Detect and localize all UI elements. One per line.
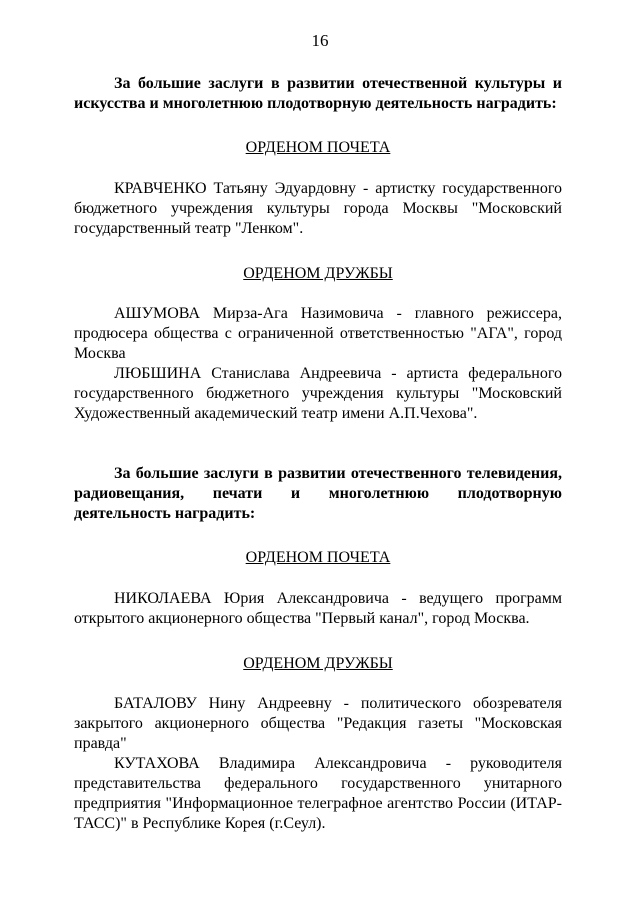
page-number: 16 (311, 31, 329, 50)
award-title-order-of-friendship: ОРДЕНОМ ДРУЖБЫ (243, 265, 393, 282)
award-title-order-of-friendship: ОРДЕНОМ ДРУЖБЫ (243, 655, 393, 672)
recipient-entry: ЛЮБШИНА Станислава Андреевича - артиста федерального государственного бюджетного учреждения культуры "Московский Художественный академический театр имени А.П.Чехова". (74, 365, 562, 422)
recipient-entry: КРАВЧЕНКО Татьяну Эдуардовну - артистку государственного бюджетного учреждения культуры города Москвы "Московский государственный театр "Ленком". (74, 180, 562, 237)
section-intro-culture: За большие заслуги в развитии отечественной культуры и искусства и многолетнюю плодотворную деятельность наградить: (74, 75, 562, 112)
award-title-order-of-honor: ОРДЕНОМ ПОЧЕТА (245, 549, 391, 566)
recipient-entry: БАТАЛОВУ Нину Андреевну - политического обозревателя закрытого акционерного общества "Редакция газеты "Московская правда" (74, 695, 562, 752)
page-content (74, 74, 562, 834)
section-intro-media: За большие заслуги в развитии отечественного телевидения, радиовещания, печати и многолетнюю плодотворную деятельность наградить: (74, 465, 562, 522)
recipient-entry: КУТАХОВА Владимира Александровича - руководителя представительства федерального государственного унитарного предприятия "Информационное телеграфное агентство России (ИТАР-ТАСС)" в Республике Корея (г.Сеул). (74, 755, 562, 832)
recipient-entry: НИКОЛАЕВА Юрия Александровича - ведущего программ открытого акционерного общества "Первый канал", город Москва. (74, 590, 562, 627)
award-title-order-of-honor: ОРДЕНОМ ПОЧЕТА (245, 139, 391, 156)
recipient-entry: АШУМОВА Мирза-Ага Назимовича - главного режиссера, продюсера общества с ограниченной ответственностью "АГА", город Москва (74, 305, 562, 362)
